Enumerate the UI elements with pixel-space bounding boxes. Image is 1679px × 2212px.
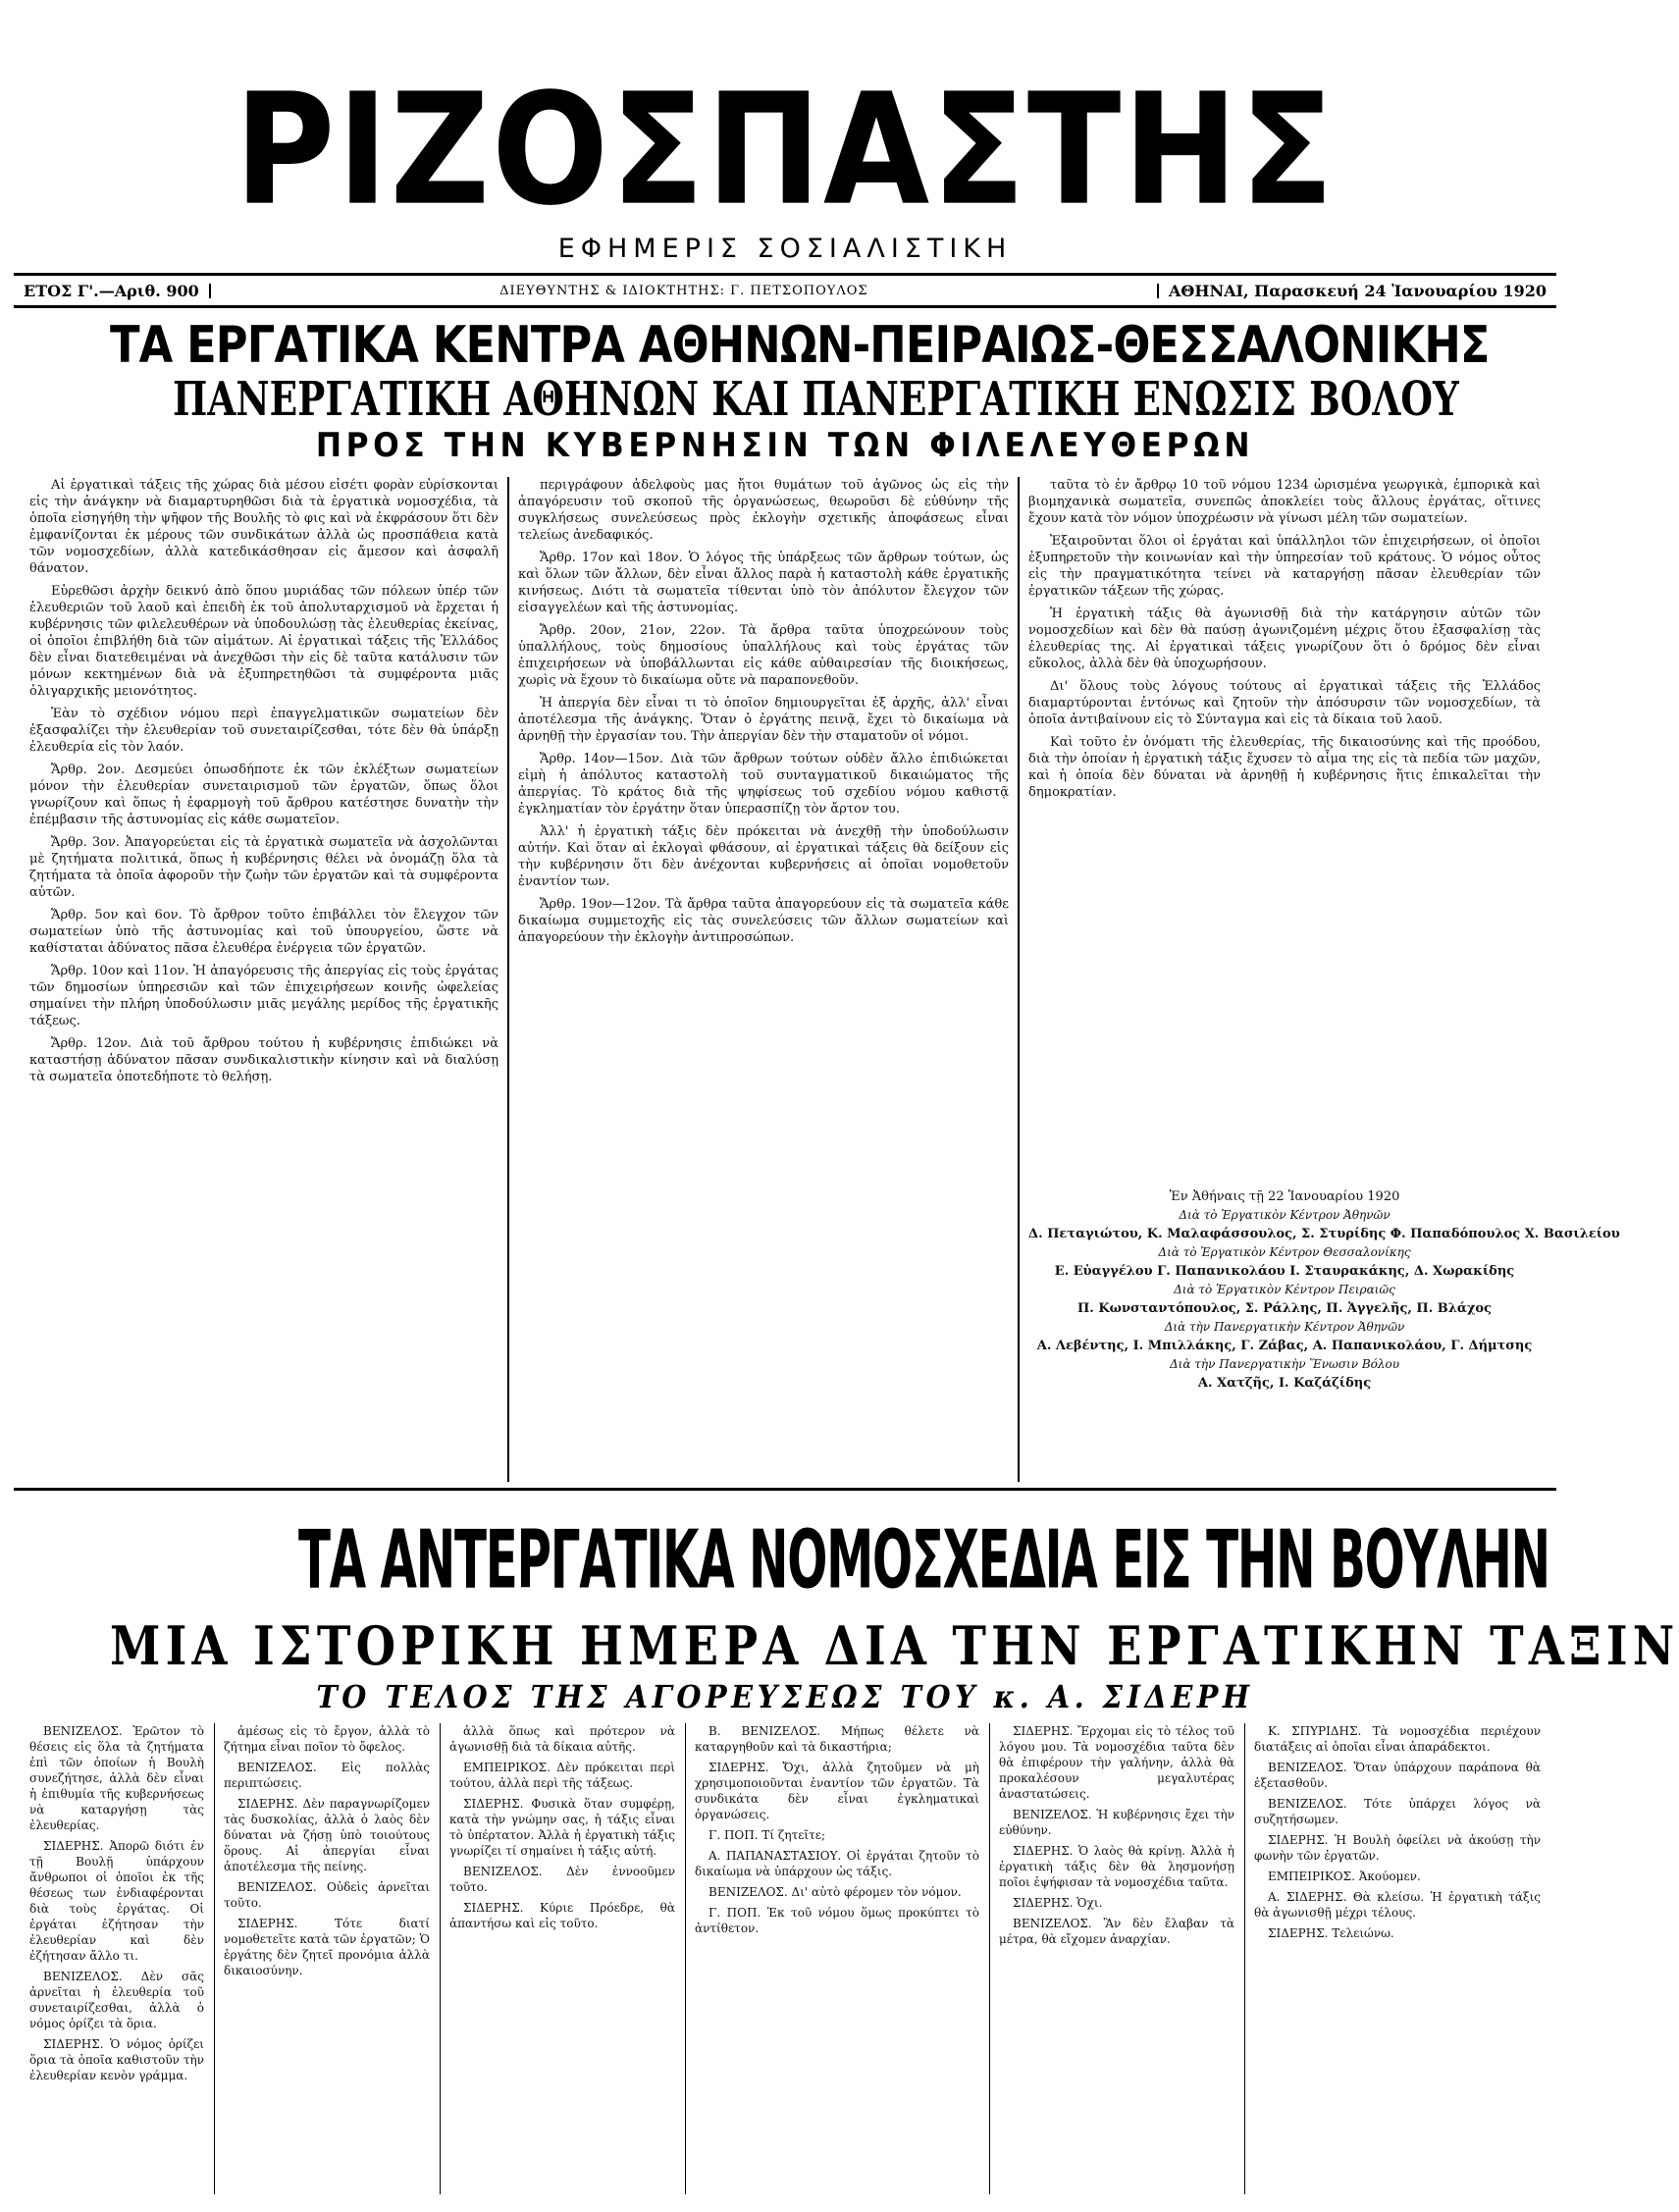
paragraph: Αἱ ἐργατικαὶ τάξεις τῆς χώρας διὰ μέσου εἰσέτι φορὰν εὑρίσκονται εἰς τὴν ἀνάγκην νὰ διαμαρτυρηθῶσι διὰ τὰ ἐργατικὰ νομοσχέδια, τὰ ὁποῖα εἰσηγήθη τὴν ψῆφον τῆς Βουλῆς τὸ φις καὶ νὰ ἐκφράσουν ὅτι δὲν ἐμφανίζονται ἐκ μέρους τῶν συνδικάτων ἀλλὰ ὡς προσπάθεια κατὰ τῶν νομοσχεδίων, ἀλλὰ κατεδικάσθησαν εἰς ἄμεσον καὶ ἀσφαλῆ θάνατον. <box>29 478 498 576</box>
paragraph: ΣΙΔΕΡΗΣ. Ὁχι. <box>1013 1896 1103 1910</box>
masthead <box>0 61 1570 240</box>
paragraph: ΣΙΔΕΡΗΣ. Ἀπορῶ διότι ἐν τῇ Βουλῇ ὑπάρχουν ἄνθρωποι οἱ ὁποῖοι ἐκ τῆς θέσεως των ἐνδιαφέρονται διὰ τοὺς ἐργάτας. Οἱ ἐργάται ἐζήτησαν τὴν ἐλευθερίαν καὶ δὲν ἐζήτησαν ἄλλο τι. <box>29 1839 204 1963</box>
paragraph: Ἄρθρ. 5ον καὶ 6ον. Τὸ ἄρθρον τοῦτο ἐπιβάλλει τὸν ἔλεγχον τῶν σωματείων ὑπὸ τῆς ἀστυνομίας καὶ τοῦ ὑπουργείου, ὥστε νὰ καθίσταται ἀδύνατος πᾶσα ἐλευθέρα ἐνέργεια τῶν ἐργατῶν. <box>29 908 498 956</box>
signature-group-label: Διὰ τὴν Πανεργατικὴν Ἕνωσιν Βόλου <box>1169 1357 1400 1371</box>
paragraph: ἀμέσως εἰς τὸ ἔργον, ἀλλὰ τὸ ζήτημα εἶναι ποῖον τὸ ὄφελος. <box>224 1724 430 1754</box>
paragraph: Εὑρεθῶσι ἀρχὴν δεικνύ ἀπὸ ὅπου μυριάδας τῶν πόλεων ὑπέρ τῶν ἐλευθεριῶν τοῦ λαοῦ καὶ ἐπειδὴ ἐκ τοῦ ἀπολυταρχισμοῦ νὰ ἔρχεται ἡ κυβέρνησις τῶν φιλελευθέρων νὰ ὑποδουλώσῃ τὰς ἐλευθερίας ἐκείνας, οἱ ὁποῖοι ἐπιβλήθη διὰ τῶν αἱμάτων. Αἱ ἐργατικαὶ τάξεις τῆς Ἑλλάδος δὲν εἶναι διατεθειμέναι νὰ ἀνεχθῶσι τὴν εἰς δὲ ταῦτα κατάλυσιν τῶν μόνων κεκτημένων διὰ νὰ ἐξυπηρετηθῶσι τὰ συμφέροντα μιᾶς ὀλιγαρχικῆς μειονότητος. <box>29 584 498 699</box>
article-column-2 <box>518 477 1009 1482</box>
paragraph: ΕΜΠΕΙΡΙΚΟΣ. Ἀκούομεν. <box>1268 1870 1421 1883</box>
paragraph: ταῦτα τὸ ἐν ἄρθρῳ 10 τοῦ νόμου 1234 ὡρισμένα γεωργικὰ, ἐμπορικὰ καὶ βιομηχανικὰ σωματεῖα, συνεπῶς ἀποκλείει τοὺς ἄλλους ἐργάτας, οἵτινες ἔχουν κατὰ τὸν νόμον ὑποχρέωσιν νὰ γίνωσι μέλη τῶν σωματείων. <box>1028 478 1541 526</box>
headline-to-government: ΠΡΟΣ ΤΗΝ ΚΥΒΕΡΝΗΣΙΝ ΤΩΝ ΦΙΛΕΛΕΥΘΕΡΩΝ <box>315 426 1255 465</box>
column-rule <box>507 477 509 1482</box>
paragraph: Ἄρθρ. 20ον, 21ον, 22ον. Τὰ ἄρθρα ταῦτα ὑποχρεώνουν τοὺς ὑπαλλήλους, τοὺς δημοσίους ὑπαλλήλους καὶ τοὺς ἐργάτας τῶν ἐπιχειρήσεων νὰ ὑποβάλλωνται εἰς κάθε αὐθαιρεσίαν τῆς διοικήσεως, χωρὶς νὰ ἔχουν τὸ δικαίωμα οὔτε νὰ παραπονεθοῦν. <box>518 623 1009 688</box>
paragraph: ΣΙΔΕΡΗΣ. Δὲν παραγνωρίζομεν τὰς δυσκολίας, ἀλλὰ ὁ λαὸς δὲν δύναται νὰ ζήσῃ ὑπὸ τοιούτους ὅρους. Αἱ ἀπεργίαι εἶναι ἀποτέλεσμα τῆς πείνης. <box>224 1797 430 1873</box>
paragraph: Ἄρθρ. 19ον—12ον. Τὰ ἄρθρα ταῦτα ἀπαγορεύουν εἰς τὰ σωματεῖα κάθε δικαίωμα συμμετοχῆς εἰς τὰς συνελεύσεις τῶν ἄλλων σωματείων καὶ ἀπαγορεύουν τὴν ἐκλογὴν ἀντιπροσώπων. <box>518 897 1009 945</box>
debate-column-6 <box>1254 1723 1541 2194</box>
signature-names: Α. Χατζῆς, Ι. Καζάζίδης <box>1197 1376 1372 1391</box>
paragraph: ΣΙΔΕΡΗΣ. Ὁ νόμος ὁρίζει ὅρια τὰ ὁποῖα καθιστοῦν τὴν ἐλευθερίαν κενὸν γράμμα. <box>29 2037 204 2082</box>
signature-names: Ε. Εὐαγγέλου Γ. Παπανικολάου Ι. Σταυρακάκης, Δ. Χωρακίδης <box>1054 1264 1515 1279</box>
signature-names: Δ. Πεταγιώτου, Κ. Μαλαφάσσουλος, Σ. Στυρίδης Φ. Παπαδόπουλος Χ. Βασιλείου <box>1028 1227 1620 1241</box>
paragraph: ΒΕΝΙΖΕΛΟΣ. Ἂν δὲν ἔλαβαν τὰ μέτρα, θὰ εἴχομεν ἀναρχίαν. <box>999 1917 1234 1946</box>
paragraph: Ἄρθρ. 10ον καὶ 11ον. Ἡ ἀπαγόρευσις τῆς ἀπεργίας εἰς τοὺς ἐργάτας τῶν δημοσίων ὑπηρεσιῶν καὶ τῶν ἐπιχειρήσεων κοινῆς ὠφελείας σημαίνει τὴν πλήρη ὑποδούλωσιν μιᾶς μεγάλης μερίδος τῆς ἐργατικῆς τάξεως. <box>29 964 498 1028</box>
column-rule <box>440 1723 441 2194</box>
paragraph: Ἄρθρ. 3ον. Ἀπαγορεύεται εἰς τὰ ἐργατικὰ σωματεῖα νὰ ἀσχολῶνται μὲ ζητήματα πολιτικά, ὅπως ἡ κυβέρνησις θέλει νὰ ὀνομάζῃ ὅλα τὰ ζητήματα τὰ ὁποῖα ἀφοροῦν τὴν ζωὴν τῶν ἐργατῶν καὶ τὰ συμφέροντα αὐτῶν. <box>29 835 498 900</box>
paragraph: ΣΙΔΕΡΗΣ. Ὄχι, ἀλλὰ ζητοῦμεν νὰ μὴ χρησιμοποιοῦνται ἐναντίον τῶν ἐργατῶν. Τὰ συνδικάτα δὲν εἶναι ἐγκληματικαὶ ὀργανώσεις. <box>695 1761 979 1821</box>
headline-antilabor-bills: ΤΑ ΑΝΤΕΡΓΑΤΙΚΑ ΝΟΜΟΣΧΕΔΙΑ ΕΙΣ ΤΗΝ ΒΟΥΛΗΝ <box>298 1514 1549 1607</box>
paragraph: ΣΙΔΕΡΗΣ. Φυσικὰ ὅταν συμφέρῃ, κατὰ τὴν γνώμην σας, ἡ τάξις εἶναι τὸ ὑπέρτατον. Ἀλλὰ ἡ ἐργατικὴ τάξις γνωρίζει τί σημαίνει ἡ τάξις αὐτή. <box>449 1797 675 1858</box>
headline-labor-centers: ΤΑ ΕΡΓΑΤΙΚΑ ΚΕΝΤΡΑ ΑΘΗΝΩΝ-ΠΕΙΡΑΙΩΣ-ΘΕΣΣΑΛΟΝΙΚΗΣ <box>110 316 1490 375</box>
signature-names: Π. Κωνσταντόπουλος, Σ. Ράλλης, Π. Ἀγγελῆς, Π. Βλάχος <box>1076 1301 1493 1316</box>
article-column-3 <box>1028 477 1541 1184</box>
paragraph: ΒΕΝΙΖΕΛΟΣ. Ἐρῶτον τὸ θέσεις εἰς ὅλα τὰ ζητήματα ἐπὶ τῶν ὁποίων ἡ Βουλὴ συνεζήτησε, ἀλλὰ δὲν εἶναι ἡ ἐπιθυμία τῆς κυβερνήσεως νὰ καταργήσῃ τὰς ἐλευθερίας. <box>29 1724 204 1832</box>
debate-column-3 <box>449 1723 675 2194</box>
signature-group-label: Διὰ τὴν Πανεργατικὴν Κέντρον Ἀθηνῶν <box>1164 1320 1405 1334</box>
paragraph: ἀλλὰ ὅπως καὶ πρότερον νὰ ἀγωνισθῇ διὰ τὰ δίκαια αὐτῆς. <box>449 1724 675 1754</box>
place-date: Ἐν Ἀθήναις τῇ 22 Ἰανουαρίου 1920 <box>1169 1189 1400 1204</box>
paragraph: Ἡ ἐργατικὴ τάξις θὰ ἀγωνισθῇ διὰ τὴν κατάργησιν αὐτῶν τῶν νομοσχεδίων καὶ δὲν θὰ παύσῃ ἀγωνιζομένη μέχρις ὅτου ἐξασφαλίσῃ τὰς ἐλευθερίας της. Αἱ ἐργατικαὶ τάξεις γνωρίζουν ὅτι ὁ δρόμος δὲν εἶναι εὔκολος, ἀλλὰ δὲν θὰ ὑποχωρήσουν. <box>1028 606 1541 671</box>
paragraph: ΒΕΝΙΖΕΛΟΣ. Δι' αὐτὸ φέρομεν τὸν νόμον. <box>708 1885 962 1899</box>
paragraph: Β. ΒΕΝΙΖΕΛΟΣ. Μήπως θέλετε νὰ καταργηθοῦν καὶ τὰ δικαστήρια; <box>695 1724 979 1754</box>
paragraph: ΒΕΝΙΖΕΛΟΣ. Τότε ὑπάρχει λόγος νὰ συζητήσωμεν. <box>1254 1797 1541 1826</box>
debate-column-1 <box>29 1723 204 2194</box>
paragraph: Ἄρθρ. 17ον καὶ 18ον. Ὁ λόγος τῆς ὑπάρξεως τῶν ἄρθρων τούτων, ὡς καὶ ὅλων τῶν ἄλλων, δὲν εἶναι ἄλλος παρὰ ἡ καταστολὴ κάθε ἐργατικῆς κινήσεως. Διότι τὰ σωματεῖα τίθενται ὑπὸ τὸν ἀπόλυτον ἔλεγχον τῶν εἰσαγγελέων καὶ τῆς ἀστυνομίας. <box>518 551 1009 615</box>
column-rule <box>1244 1723 1245 2194</box>
paragraph: Γ. ΠΟΠ. Ἐκ τοῦ νόμου ὅμως προκύπτει τὸ ἀντίθετον. <box>695 1906 979 1935</box>
debate-column-5 <box>999 1723 1234 2194</box>
paragraph: ΒΕΝΙΖΕΛΟΣ. Δὲν σᾶς ἀρνεῖται ἡ ἐλευθερία τοῦ συνεταιρίζεσθαι, ἀλλὰ ὁ νόμος ὁρίζει τὰ ὅρια. <box>29 1970 204 2030</box>
column-rule <box>1018 477 1020 1482</box>
signature-group-label: Διὰ τὸ Ἐργατικὸν Κέντρον Πειραιῶς <box>1174 1283 1395 1296</box>
paragraph: Ἡ ἀπεργία δὲν εἶναι τι τὸ ὁποῖον δημιουργεῖται ἐξ ἀρχῆς, ἀλλ' εἶναι ἀποτέλεσμα τῆς ἀνάγκης. Ὅταν ὁ ἐργάτης πεινᾷ, ἔχει τὸ δικαίωμα νὰ ἀρνηθῇ τὴν ἐργασίαν του. Τὴν ἀπεργίαν δὲν τὴν σταματοῦν οἱ νόμοι. <box>518 696 1009 744</box>
paragraph: Γ. ΠΟΠ. Τί ζητεῖτε; <box>708 1828 826 1842</box>
paragraph: Δι' ὅλους τοὺς λόγους τούτους αἱ ἐργατικαὶ τάξεις τῆς Ἑλλάδος διαμαρτύρονται ἐντόνως καὶ ζητοῦν τὴν ἀπόσυρσιν τῶν νομοσχεδίων, τὰ ὁποῖα ἀντιβαίνουν εἰς τὸ Σύνταγμα καὶ εἰς τὰ δίκαια τοῦ λαοῦ. <box>1028 679 1541 727</box>
signature-group-label: Διὰ τὸ Ἐργατικὸν Κέντρον Θεσσαλονίκης <box>1158 1245 1411 1259</box>
issue-info-bar <box>14 273 1556 308</box>
paragraph: Ἐὰν τὸ σχέδιον νόμου περὶ ἐπαγγελματικῶν σωματείων δὲν ἐξασφαλίζει τὴν ἐλευθερίαν τοῦ συνεταιρίζεσθαι, τότε δὲν θὰ ὑπάρξῃ ἐλευθερία εἰς τὸν λαόν. <box>29 707 498 755</box>
paragraph: Ἄρθρ. 12ον. Διὰ τοῦ ἄρθρου τούτου ἡ κυβέρνησις ἐπιδιώκει νὰ καταστήσῃ ἀδύνατον πᾶσαν συνδικαλιστικὴν κίνησιν καὶ νὰ διαλύσῃ τὰ σωματεῖα ὁποτεδήποτε τὸ θελήσῃ. <box>29 1036 498 1084</box>
paragraph: ΒΕΝΙΖΕΛΟΣ. Οὐδεὶς ἀρνεῖται τοῦτο. <box>224 1880 430 1910</box>
headline-panergatiki: ΠΑΝΕΡΓΑΤΙΚΗ ΑΘΗΝΩΝ ΚΑΙ ΠΑΝΕΡΓΑΤΙΚΗ ΕΝΩΣΙΣ ΒΟΛΟΥ <box>173 372 1459 427</box>
newspaper-title: ΡΙΖΟΣΠΑΣΤΗΣ <box>234 61 1337 240</box>
headline-historic-day: ΜΙΑ ΙΣΤΟΡΙΚΗ ΗΜΕΡΑ ΔΙΑ ΤΗΝ ΕΡΓΑΤΙΚΗΝ ΤΑΞΙΝ <box>110 1614 1679 1677</box>
paragraph: ΕΜΠΕΙΡΙΚΟΣ. Δὲν πρόκειται περὶ τούτου, ἀλλὰ περὶ τῆς τάξεως. <box>449 1761 675 1790</box>
signature-group-label: Διὰ τὸ Ἐργατικὸν Κέντρον Ἀθηνῶν <box>1179 1208 1390 1222</box>
section-divider <box>14 1488 1556 1491</box>
headline-end-of-speech: ΤΟ ΤΕΛΟΣ ΤΗΣ ΑΓΟΡΕΥΣΕΩΣ ΤΟΥ κ. Α. ΣΙΔΕΡΗ <box>316 1678 1254 1715</box>
debate-column-2 <box>224 1723 430 2194</box>
paragraph: ΣΙΔΕΡΗΣ. Τελειώνω. <box>1268 1926 1394 1940</box>
paragraph: ΣΙΔΕΡΗΣ. Ἡ Βουλὴ ὀφείλει νὰ ἀκούσῃ τὴν φωνὴν τῶν ἐργατῶν. <box>1254 1833 1541 1863</box>
column-rule <box>214 1723 215 2194</box>
signature-names: Α. Λεβέντης, Ι. Μπιλλάκης, Γ. Ζάβας, Α. Παπανικολάου, Γ. Δήμτσης <box>1036 1339 1533 1353</box>
paragraph: Κ. ΣΠΥΡΙΔΗΣ. Τὰ νομοσχέδια περιέχουν διατάξεις αἱ ὁποῖαι εἶναι ἀπαράδεκτοι. <box>1254 1724 1541 1754</box>
paragraph: ΒΕΝΙΖΕΛΟΣ. Ὅταν ὑπάρχουν παράπονα θὰ ἐξετασθοῦν. <box>1254 1761 1541 1790</box>
paragraph: Α. ΠΑΠΑΝΑΣΤΑΣΙΟΥ. Οἱ ἐργάται ζητοῦν τὸ δικαίωμα νὰ ὑπάρχουν ὡς τάξις. <box>695 1849 979 1878</box>
paragraph: ΒΕΝΙΖΕΛΟΣ. Εἰς πολλὰς περιπτώσεις. <box>224 1761 430 1790</box>
paragraph: ΣΙΔΕΡΗΣ. Ὁ λαὸς θὰ κρίνῃ. Ἀλλὰ ἡ ἐργατικὴ τάξις δὲν θὰ λησμονήσῃ ποῖοι ἐψήφισαν τὰ νομοσχέδια ταῦτα. <box>999 1844 1234 1889</box>
paragraph: Καὶ τοῦτο ἐν ὀνόματι τῆς ἐλευθερίας, τῆς δικαιοσύνης καὶ τῆς προόδου, διὰ τὴν ὁποίαν ἡ ἐργατικὴ τάξις ἔχυσεν τὸ αἷμα της εἰς τὰ πεδία τῶν μαχῶν, καὶ ἡ ὁποία δὲν δύναται νὰ ἀρνηθῇ ἡ κυβέρνησις ἥτις ἐπικαλεῖται τὴν δημοκρατίαν. <box>1028 735 1541 800</box>
paragraph: Ἀλλ' ἡ ἐργατικὴ τάξις δὲν πρόκειται νὰ ἀνεχθῇ τὴν ὑποδούλωσιν αὐτήν. Καὶ ὅταν αἱ ἐκλογαὶ φθάσουν, αἱ ἐργατικαὶ τάξεις θὰ δείξουν εἰς τὴν κυβέρνησιν ὅτι δὲν ἀνέχονται κυβερνήσεις αἱ ὁποῖαι νομοθετοῦν ἐναντίον των. <box>518 824 1009 889</box>
paragraph: ΒΕΝΙΖΕΛΟΣ. Δὲν ἐννοοῦμεν τοῦτο. <box>449 1865 675 1894</box>
paragraph: ΣΙΔΕΡΗΣ. Τότε διατί νομοθετεῖτε κατὰ τῶν ἐργατῶν; Ὁ ἐργάτης δὲν ζητεῖ προνόμια ἀλλὰ δικαιοσύνην. <box>224 1917 430 1977</box>
article-column-1 <box>29 477 498 1482</box>
column-rule <box>685 1723 686 2194</box>
newspaper-subtitle: ΕΦΗΜΕΡΙΣ ΣΟΣΙΑΛΙΣΤΙΚΗ <box>557 234 1013 264</box>
issue-number: ΕΤΟΣ Γ'.—Αριθ. 900 <box>24 281 199 300</box>
debate-column-4 <box>695 1723 979 2194</box>
paragraph: Ἄρθρ. 2ον. Δεσμεύει ὁπωσδήποτε ἐκ τῶν ἐκλέξτων σωματείων μόνον τὴν ἐλευθερίαν συνεταιρισμοῦ τῶν ἐργατῶν, ὅπως ὅλοι γνωρίζουν καὶ ὅπως ἡ ἐφαρμογὴ τοῦ ἄρθρου κατέστησε δυνατὴν τὴν ἐπέμβασιν τῆς ἀστυνομίας εἰς κάθε σωματεῖον. <box>29 763 498 827</box>
director-line: ΔΙΕΥΘΥΝΤΗΣ & ΙΔΙΟΚΤΗΤΗΣ: Γ. ΠΕΤΣΟΠΟΥΛΟΣ <box>209 284 1159 298</box>
paragraph: περιγράφουν ἀδελφοὺς μας ἤτοι θυμάτων τοῦ ἀγῶνος ὡς εἰς τὴν ἀπαγόρευσιν τοῦ σκοποῦ τῆς ὀργανώσεως, θεωροῦσι δὲ εὐθύνην τῆς συγκλήσεως συνελεύσεως πρὸς ἐκλογὴν σχετικῆς ἀποφάσεως εἶναι τελείως ἀνεδαφικός. <box>518 478 1009 543</box>
paragraph: ΣΙΔΕΡΗΣ. Κύριε Πρόεδρε, θὰ ἀπαντήσω καὶ εἰς τοῦτο. <box>449 1901 675 1930</box>
paragraph: Ἄρθρ. 14ον—15ον. Διὰ τῶν ἄρθρων τούτων οὐδὲν ἄλλο ἐπιδιώκεται εἰμὴ ἡ ἀπόλυτος καταστολὴ τοῦ συνταγματικοῦ δικαιώματος τῆς ἀπεργίας. Τὸ κράτος διὰ τῆς ψηφίσεως τοῦ σχεδίου νόμου καθιστᾷ ἐγκληματίαν τὸν ἐργάτην ὅταν ὑπερασπίζῃ τὸν ἄρτον του. <box>518 752 1009 816</box>
paragraph: Ἐξαιροῦνται ὅλοι οἱ ἐργάται καὶ ὑπάλληλοι τῶν ἐπιχειρήσεων, οἱ ὁποῖοι ἐξυπηρετοῦν τὴν κοινωνίαν καὶ τὴν ὑπηρεσίαν τοῦ κράτους. Ὁ νόμος οὗτος εἰς τὴν πραγματικότητα τείνει νὰ καταργήσῃ πᾶσαν ἐλευθερίαν τῶν ἐργατικῶν τάξεων τῆς χώρας. <box>1028 534 1541 599</box>
paragraph: ΒΕΝΙΖΕΛΟΣ. Ἡ κυβέρνησις ἔχει τὴν εὐθύνην. <box>999 1808 1234 1837</box>
paragraph: Α. ΣΙΔΕΡΗΣ. Θὰ κλείσω. Ἡ ἐργατικὴ τάξις θὰ ἀγωνισθῇ μέχρι τέλους. <box>1254 1890 1541 1920</box>
dateline: ΑΘΗΝΑΙ, Παρασκευή 24 Ἰανουαρίου 1920 <box>1169 281 1547 300</box>
column-rule <box>989 1723 990 2194</box>
paragraph: ΣΙΔΕΡΗΣ. Ἔρχομαι εἰς τὸ τέλος τοῦ λόγου μου. Τὰ νομοσχέδια ταῦτα δὲν θὰ ἐπιφέρουν τὴν γαλήνην, ἀλλὰ θὰ προκαλέσουν μεγαλυτέρας ἀναστατώσεις. <box>999 1724 1234 1801</box>
signatures-block <box>1028 1187 1620 1482</box>
